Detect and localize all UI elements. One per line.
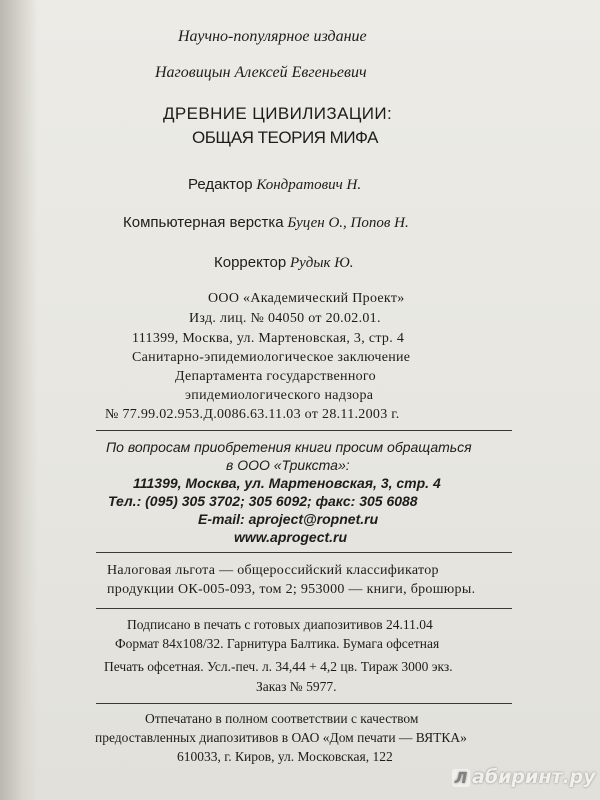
purchase-line-2: в ООО «Трикста»:: [226, 457, 350, 473]
publisher-line-5: Департамента государственного: [175, 369, 376, 384]
editor-credit: [188, 176, 361, 194]
publisher-line-4: Санитарно-эпидемиологическое заключение: [132, 350, 411, 365]
proofreader-name: Рудык Ю.: [289, 255, 354, 271]
publisher-line-2: Изд. лиц. № 04050 от 20.02.01.: [189, 311, 381, 326]
book-title-line-2: ОБЩАЯ ТЕОРИЯ МИФА: [192, 128, 378, 147]
print-method: Печать офсетная. Усл.-печ. л. 34,44 + 4,2 цв. Тираж 3000 экз.: [104, 659, 453, 674]
separator-rule-4: [96, 703, 512, 704]
layout-names: Буцен О., Попов Н.: [287, 215, 409, 231]
separator-rule-3: [96, 608, 512, 609]
printer-line-3: 610033, г. Киров, ул. Московская, 122: [177, 749, 393, 764]
author-name: Наговицын Алексей Евгеньевич: [155, 64, 367, 81]
publisher-line-3: 111399, Москва, ул. Мартеновская, 3, стр. 4: [132, 331, 405, 346]
editor-name: Кондратович Н.: [256, 177, 362, 193]
separator-rule-1: [96, 430, 512, 431]
purchase-email: E-mail: aproject@ropnet.ru: [198, 511, 379, 527]
purchase-phones: Тел.: (095) 305 3702; 305 6092; факс: 305 6088: [108, 493, 418, 509]
purchase-address: 111399, Москва, ул. Мартеновская, 3, стр. 4: [133, 475, 441, 491]
labirint-watermark-logo: [452, 766, 596, 788]
proofreader-role: Корректор: [214, 254, 287, 271]
print-order: Заказ № 5977.: [256, 679, 337, 694]
publisher-line-6: эпидемиологического надзора: [185, 388, 374, 403]
tax-line-2: продукции ОК-005-093, том 2; 953000 — книги, брошюры.: [107, 582, 476, 597]
proofreader-credit: [214, 254, 354, 272]
layout-role: Компьютерная верстка: [123, 214, 284, 231]
labirint-logo-icon: Л: [452, 769, 470, 787]
publisher-line-7: № 77.99.02.953.Д.0086.63.11.03 от 28.11.2003 г.: [105, 407, 400, 422]
printer-line-2: предоставленных диапозитивов в ОАО «Дом печати — ВЯТКА»: [95, 730, 467, 745]
book-title-line-1: ДРЕВНИЕ ЦИВИЛИЗАЦИИ:: [163, 104, 393, 123]
separator-rule-2: [96, 552, 512, 553]
editor-role: Редактор: [188, 176, 253, 193]
print-format: Формат 84х108/32. Гарнитура Балтика. Бумага офсетная: [115, 636, 440, 651]
publisher-line-1: ООО «Академический Проект»: [208, 291, 405, 306]
print-signed: Подписано в печать с готовых диапозитивов 24.11.04: [127, 617, 433, 632]
tax-line-1: Налоговая льгота — общероссийский классификатор: [107, 563, 439, 578]
printer-line-1: Отпечатано в полном соответствии с качеством: [145, 711, 419, 726]
purchase-line-1: По вопросам приобретения книги просим обращаться: [106, 439, 472, 455]
edition-type: Научно-популярное издание: [178, 28, 367, 45]
watermark-text: абиринт.ру: [472, 766, 596, 788]
page-edge-shadow: [0, 0, 38, 800]
layout-credit: [123, 214, 409, 232]
purchase-website: www.aprogect.ru: [234, 529, 348, 545]
